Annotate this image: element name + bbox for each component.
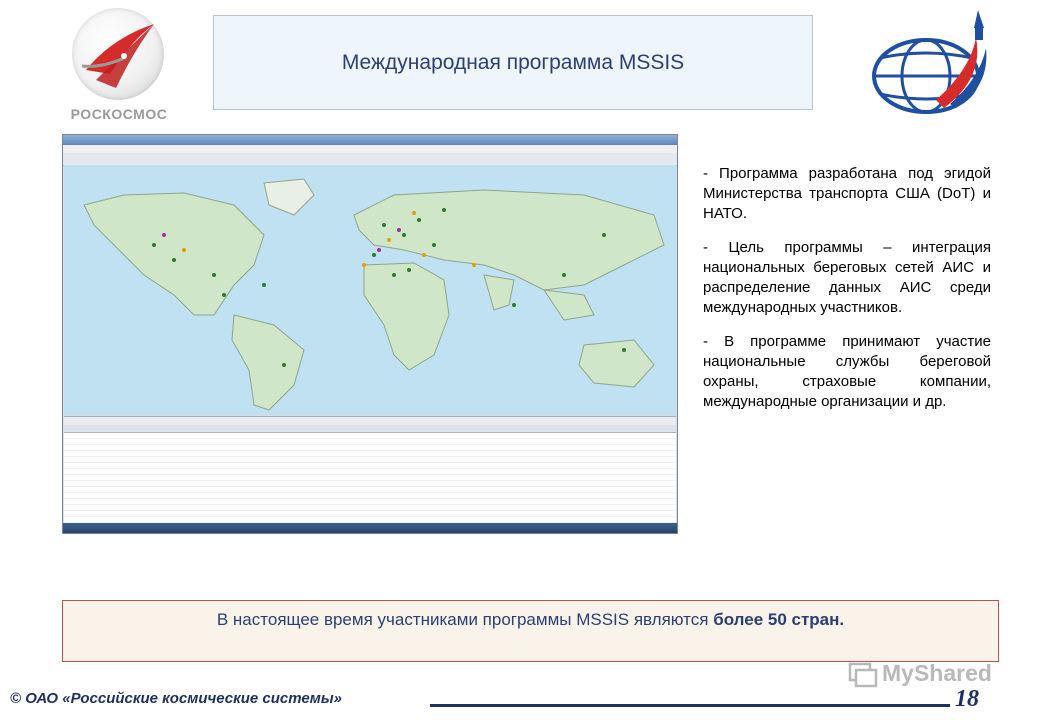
vessel-table — [64, 425, 676, 523]
info-box — [62, 600, 999, 662]
mssis-screenshot — [62, 134, 678, 534]
roscosmos-emblem-icon — [72, 8, 164, 100]
info-text — [217, 610, 844, 629]
footer-divider — [430, 704, 950, 707]
footer-org: © ОАО «Российские космические системы» — [10, 690, 343, 707]
watermark-text: MyShared — [882, 659, 992, 686]
page-title: Международная программа MSSIS — [341, 50, 685, 74]
page-number: 18 — [955, 686, 979, 712]
info-text-bold: более 50 стран. — [713, 610, 845, 629]
myshared-watermark — [848, 657, 992, 689]
info-text-main: В настоящее время участниками программы MSSIS являются — [216, 610, 714, 629]
screenshot-menubar — [63, 145, 677, 153]
roscosmos-logo — [64, 8, 174, 126]
roscosmos-label: РОСКОСМОС — [70, 106, 168, 122]
title-box — [213, 15, 813, 110]
world-map — [64, 165, 676, 415]
vessel-table-header — [64, 425, 676, 433]
bullet-list — [703, 164, 991, 426]
screenshot-titlebar — [63, 135, 677, 145]
world-map-icon — [64, 165, 676, 415]
bullet-3: - В программе принимают участие национальные службы береговой охраны, страховые компании, международные организации и др. — [703, 333, 991, 410]
map-statusbar — [64, 416, 676, 425]
screenshot-taskbar — [63, 523, 678, 533]
bullet-2: - Цель программы – интеграция национальных береговых сетей АИС и распределение данных АИС среди международных участников. — [703, 239, 991, 316]
myshared-logo-icon — [848, 658, 878, 688]
rsc-logo — [866, 8, 996, 120]
globe-rocket-icon — [866, 8, 996, 120]
bullet-1: - Программа разработана под эгидой Министерства транспорта США (DoT) и НАТО. — [703, 165, 991, 222]
